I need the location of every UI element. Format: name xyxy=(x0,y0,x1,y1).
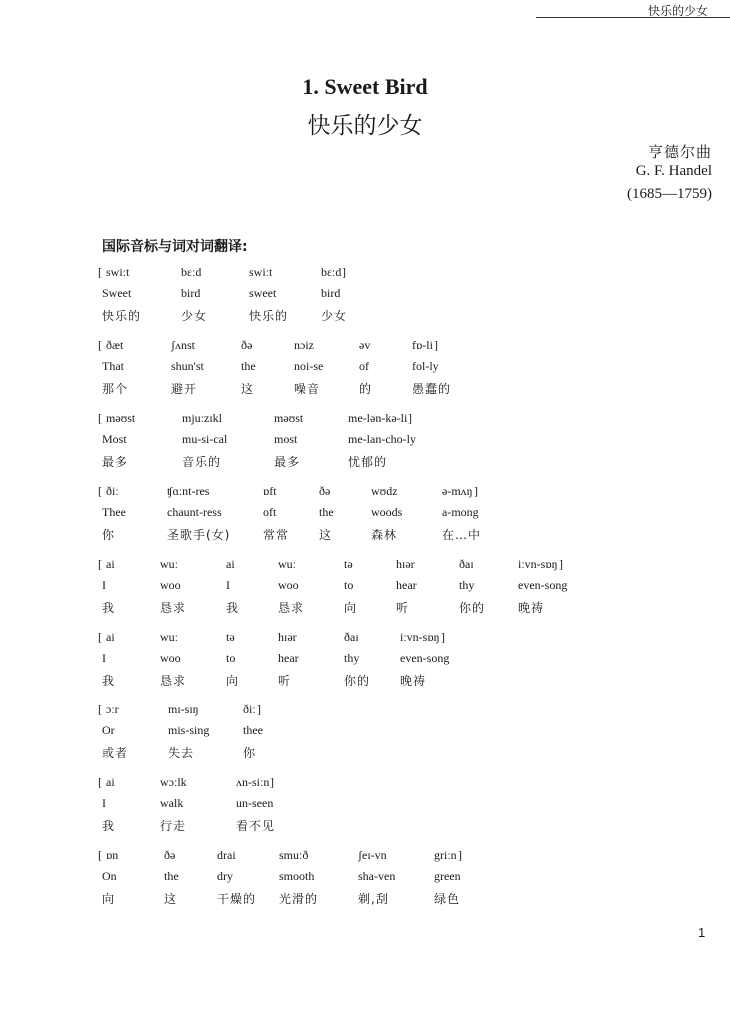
ipa-row xyxy=(98,265,622,286)
translation-cell: 你 xyxy=(102,528,116,542)
translation-cell: 快乐的 xyxy=(102,309,142,323)
translation-cell: 我 xyxy=(102,601,116,615)
translation-cell: 恳求 xyxy=(278,601,305,615)
bracket-close: ] xyxy=(408,411,412,425)
ipa-cell: ðaɪ xyxy=(344,630,359,644)
bracket-close: ] xyxy=(474,484,478,498)
lyric-word: bird xyxy=(181,286,201,300)
composer-zh: 亨德尔曲 xyxy=(647,143,712,161)
translation-cell: 最多 xyxy=(102,455,129,469)
song-title-zh: 快乐的少女 xyxy=(307,113,423,139)
page-number: 1 xyxy=(698,925,706,940)
ipa-cell: ðæt xyxy=(106,338,124,352)
bracket-close: ] xyxy=(458,848,462,862)
translation-row xyxy=(102,744,622,765)
ipa-cell: ai xyxy=(226,557,235,571)
translation-cell: 圣歌手(女) xyxy=(167,528,231,542)
stanza xyxy=(98,338,622,402)
translation-cell: 在…中 xyxy=(442,528,482,542)
ipa-cell: əv xyxy=(359,338,371,352)
translation-row xyxy=(102,890,622,911)
ipa-cell: ɒft xyxy=(263,484,277,498)
lyric-word: I xyxy=(102,651,106,665)
ipa-cell: bɛːd xyxy=(321,265,342,279)
ipa-cell: iːvn-sɒŋ xyxy=(400,630,440,644)
translation-cell: 看不见 xyxy=(236,819,276,833)
lyrics-row xyxy=(102,505,622,526)
bracket-open: [ xyxy=(98,338,102,352)
bracket-open: [ xyxy=(98,484,102,498)
ipa-cell: ðə xyxy=(164,848,176,862)
ipa-cell: hɪər xyxy=(396,557,415,571)
lyric-word: a-mong xyxy=(442,505,479,519)
stanza xyxy=(98,557,622,621)
translation-row xyxy=(102,380,622,401)
lyrics-row xyxy=(102,432,622,453)
translation-cell: 恳求 xyxy=(160,601,187,615)
lyric-word: hear xyxy=(396,578,417,592)
bracket-close: ] xyxy=(441,630,445,644)
translation-cell: 晚祷 xyxy=(518,601,545,615)
lyric-word: Most xyxy=(102,432,127,446)
translation-cell: 的 xyxy=(359,382,373,396)
lyrics-row xyxy=(102,286,622,307)
translation-cell: 向 xyxy=(226,674,240,688)
lyrics-row xyxy=(102,578,622,599)
running-title: 快乐的少女 xyxy=(647,4,708,18)
translation-cell: 这 xyxy=(319,528,333,542)
ipa-cell: nɔiz xyxy=(294,338,314,352)
lyric-word: On xyxy=(102,869,117,883)
translation-cell: 森林 xyxy=(371,528,398,542)
bracket-open: [ xyxy=(98,775,102,789)
translation-cell: 你的 xyxy=(459,601,486,615)
ipa-row xyxy=(98,848,622,869)
ipa-cell: iːvn-sɒŋ xyxy=(518,557,558,571)
ipa-row xyxy=(98,484,622,505)
lyric-word: me-lan-cho-ly xyxy=(348,432,416,446)
translation-cell: 那个 xyxy=(102,382,129,396)
bracket-open: [ xyxy=(98,702,102,716)
ipa-cell: ðaɪ xyxy=(459,557,474,571)
translation-cell: 愚蠢的 xyxy=(412,382,452,396)
ipa-cell: ʌn-siːn xyxy=(236,775,270,789)
lyric-word: the xyxy=(164,869,179,883)
lyric-word: woods xyxy=(371,505,403,519)
translation-cell: 失去 xyxy=(168,746,195,760)
lyric-word: I xyxy=(102,578,106,592)
lyric-word: even-song xyxy=(400,651,450,665)
lyric-word: thy xyxy=(459,578,475,592)
lyric-word: to xyxy=(344,578,354,592)
translation-row xyxy=(102,817,622,838)
running-header xyxy=(536,0,730,18)
ipa-cell: ai xyxy=(106,775,115,789)
translation-cell: 避开 xyxy=(171,382,198,396)
translation-cell: 干燥的 xyxy=(217,892,257,906)
lyric-word: even-song xyxy=(518,578,568,592)
translation-cell: 恳求 xyxy=(160,674,187,688)
translation-cell: 向 xyxy=(344,601,358,615)
ipa-cell: wuː xyxy=(278,557,296,571)
translation-cell: 听 xyxy=(396,601,410,615)
lyric-word: dry xyxy=(217,869,233,883)
ipa-cell: drai xyxy=(217,848,236,862)
ipa-cell: məʊst xyxy=(274,411,304,425)
translation-row xyxy=(102,526,622,547)
translation-cell: 我 xyxy=(102,819,116,833)
lyric-word: most xyxy=(274,432,298,446)
ipa-cell: tə xyxy=(226,630,235,644)
lyric-word: woo xyxy=(160,651,181,665)
bracket-open: [ xyxy=(98,557,102,571)
bracket-open: [ xyxy=(98,265,102,279)
ipa-row xyxy=(98,411,622,432)
stanza xyxy=(98,265,622,329)
ipa-cell: smuːð xyxy=(279,848,309,862)
section-label: 国际音标与词对词翻译: xyxy=(102,239,248,255)
translation-cell: 最多 xyxy=(274,455,301,469)
translation-cell: 音乐的 xyxy=(182,455,222,469)
translation-cell: 噪音 xyxy=(294,382,321,396)
lyric-word: sweet xyxy=(249,286,277,300)
bracket-close: ] xyxy=(434,338,438,352)
bracket-open: [ xyxy=(98,630,102,644)
song-title-en: 1. Sweet Bird xyxy=(302,74,428,99)
translation-cell: 绿色 xyxy=(434,892,461,906)
lyrics-row xyxy=(102,869,622,890)
stanza xyxy=(98,484,622,548)
ipa-row xyxy=(98,775,622,796)
composer-en: G. F. Handel xyxy=(635,163,712,179)
lyric-word: of xyxy=(359,359,369,373)
bracket-close: ] xyxy=(270,775,274,789)
translation-cell: 光滑的 xyxy=(279,892,319,906)
ipa-cell: ə-mʌŋ xyxy=(442,484,473,498)
translation-cell: 你 xyxy=(243,746,257,760)
translation-cell: 少女 xyxy=(321,309,348,323)
ipa-cell: mjuːzɪkl xyxy=(182,411,222,425)
ipa-cell: ðiː xyxy=(106,484,119,498)
lyric-word: to xyxy=(226,651,236,665)
translation-cell: 忧郁的 xyxy=(348,455,388,469)
translation-cell: 听 xyxy=(278,674,292,688)
ipa-cell: bɛːd xyxy=(181,265,202,279)
stanza xyxy=(98,848,622,912)
translation-cell: 晚祷 xyxy=(400,674,427,688)
translation-cell: 行走 xyxy=(160,819,187,833)
translation-cell: 这 xyxy=(164,892,178,906)
lyric-word: That xyxy=(102,359,124,373)
ipa-cell: ɔːr xyxy=(106,702,119,716)
stanza xyxy=(98,702,622,766)
translation-cell: 常常 xyxy=(263,528,290,542)
lyric-word: woo xyxy=(278,578,299,592)
translation-cell: 向 xyxy=(102,892,116,906)
lyric-word: thee xyxy=(243,723,263,737)
lyric-word: I xyxy=(226,578,230,592)
lyric-word: Or xyxy=(102,723,115,737)
ipa-cell: ai xyxy=(106,630,115,644)
lyric-word: hear xyxy=(278,651,299,665)
lyric-word: shun'st xyxy=(171,359,204,373)
ipa-cell: ðə xyxy=(241,338,253,352)
ipa-cell: swiːt xyxy=(106,265,130,279)
stanza xyxy=(98,411,622,475)
bracket-close: ] xyxy=(559,557,563,571)
ipa-cell: ðə xyxy=(319,484,331,498)
composer-years: (1685—1759) xyxy=(627,186,712,202)
lyric-word: mis-sing xyxy=(168,723,210,737)
ipa-row xyxy=(98,702,622,723)
ipa-cell: ʃeɪ-vn xyxy=(358,848,387,862)
ipa-cell: məʊst xyxy=(106,411,136,425)
ipa-cell: me-lən-kə-li xyxy=(348,411,408,425)
lyrics-row xyxy=(102,796,622,817)
ipa-cell: mɪ-sɪŋ xyxy=(168,702,199,716)
ipa-cell: ʃʌnst xyxy=(171,338,195,352)
ipa-cell: wʊdz xyxy=(371,484,398,498)
ipa-cell: fɒ-li xyxy=(412,338,433,352)
lyric-word: the xyxy=(319,505,334,519)
lyric-word: mu-si-cal xyxy=(182,432,228,446)
ipa-row xyxy=(98,338,622,359)
translation-row xyxy=(102,672,622,693)
lyric-word: green xyxy=(434,869,461,883)
lyric-word: smooth xyxy=(279,869,315,883)
ipa-cell: ai xyxy=(106,557,115,571)
lyric-word: fol-ly xyxy=(412,359,439,373)
ipa-row xyxy=(98,630,622,651)
lyric-word: walk xyxy=(160,796,184,810)
translation-row xyxy=(102,453,622,474)
lyric-word: thy xyxy=(344,651,360,665)
ipa-cell: wɔːlk xyxy=(160,775,187,789)
lyric-word: Sweet xyxy=(102,286,132,300)
bracket-open: [ xyxy=(98,411,102,425)
ipa-cell: griːn xyxy=(434,848,457,862)
lyric-word: oft xyxy=(263,505,277,519)
stanza xyxy=(98,630,622,694)
lyrics-row xyxy=(102,359,622,380)
translation-cell: 我 xyxy=(226,601,240,615)
lyric-word: I xyxy=(102,796,106,810)
translation-cell: 剃,刮 xyxy=(358,892,389,906)
ipa-cell: ɒn xyxy=(106,848,119,862)
ipa-cell: hɪər xyxy=(278,630,297,644)
lyrics-row xyxy=(102,651,622,672)
translation-cell: 我 xyxy=(102,674,116,688)
lyric-word: chaunt-ress xyxy=(167,505,222,519)
ipa-row xyxy=(98,557,622,578)
lyric-word: woo xyxy=(160,578,181,592)
translation-row xyxy=(102,307,622,328)
translation-cell: 你的 xyxy=(344,674,371,688)
bracket-close: ] xyxy=(257,702,261,716)
ipa-cell: ʧɑːnt-res xyxy=(167,484,210,498)
translation-cell: 快乐的 xyxy=(249,309,289,323)
lyrics-row xyxy=(102,723,622,744)
ipa-cell: tə xyxy=(344,557,353,571)
lyric-word: noi-se xyxy=(294,359,324,373)
ipa-cell: wuː xyxy=(160,630,178,644)
translation-cell: 少女 xyxy=(181,309,208,323)
lyric-word: sha-ven xyxy=(358,869,396,883)
ipa-cell: wuː xyxy=(160,557,178,571)
bracket-close: ] xyxy=(342,265,346,279)
bracket-open: [ xyxy=(98,848,102,862)
translation-cell: 这 xyxy=(241,382,255,396)
translation-cell: 或者 xyxy=(102,746,129,760)
ipa-cell: swiːt xyxy=(249,265,273,279)
lyric-word: Thee xyxy=(102,505,126,519)
lyric-word: un-seen xyxy=(236,796,274,810)
lyric-word: the xyxy=(241,359,256,373)
ipa-cell: ðiː xyxy=(243,702,256,716)
stanza xyxy=(98,775,622,839)
translation-row xyxy=(102,599,622,620)
lyric-word: bird xyxy=(321,286,341,300)
